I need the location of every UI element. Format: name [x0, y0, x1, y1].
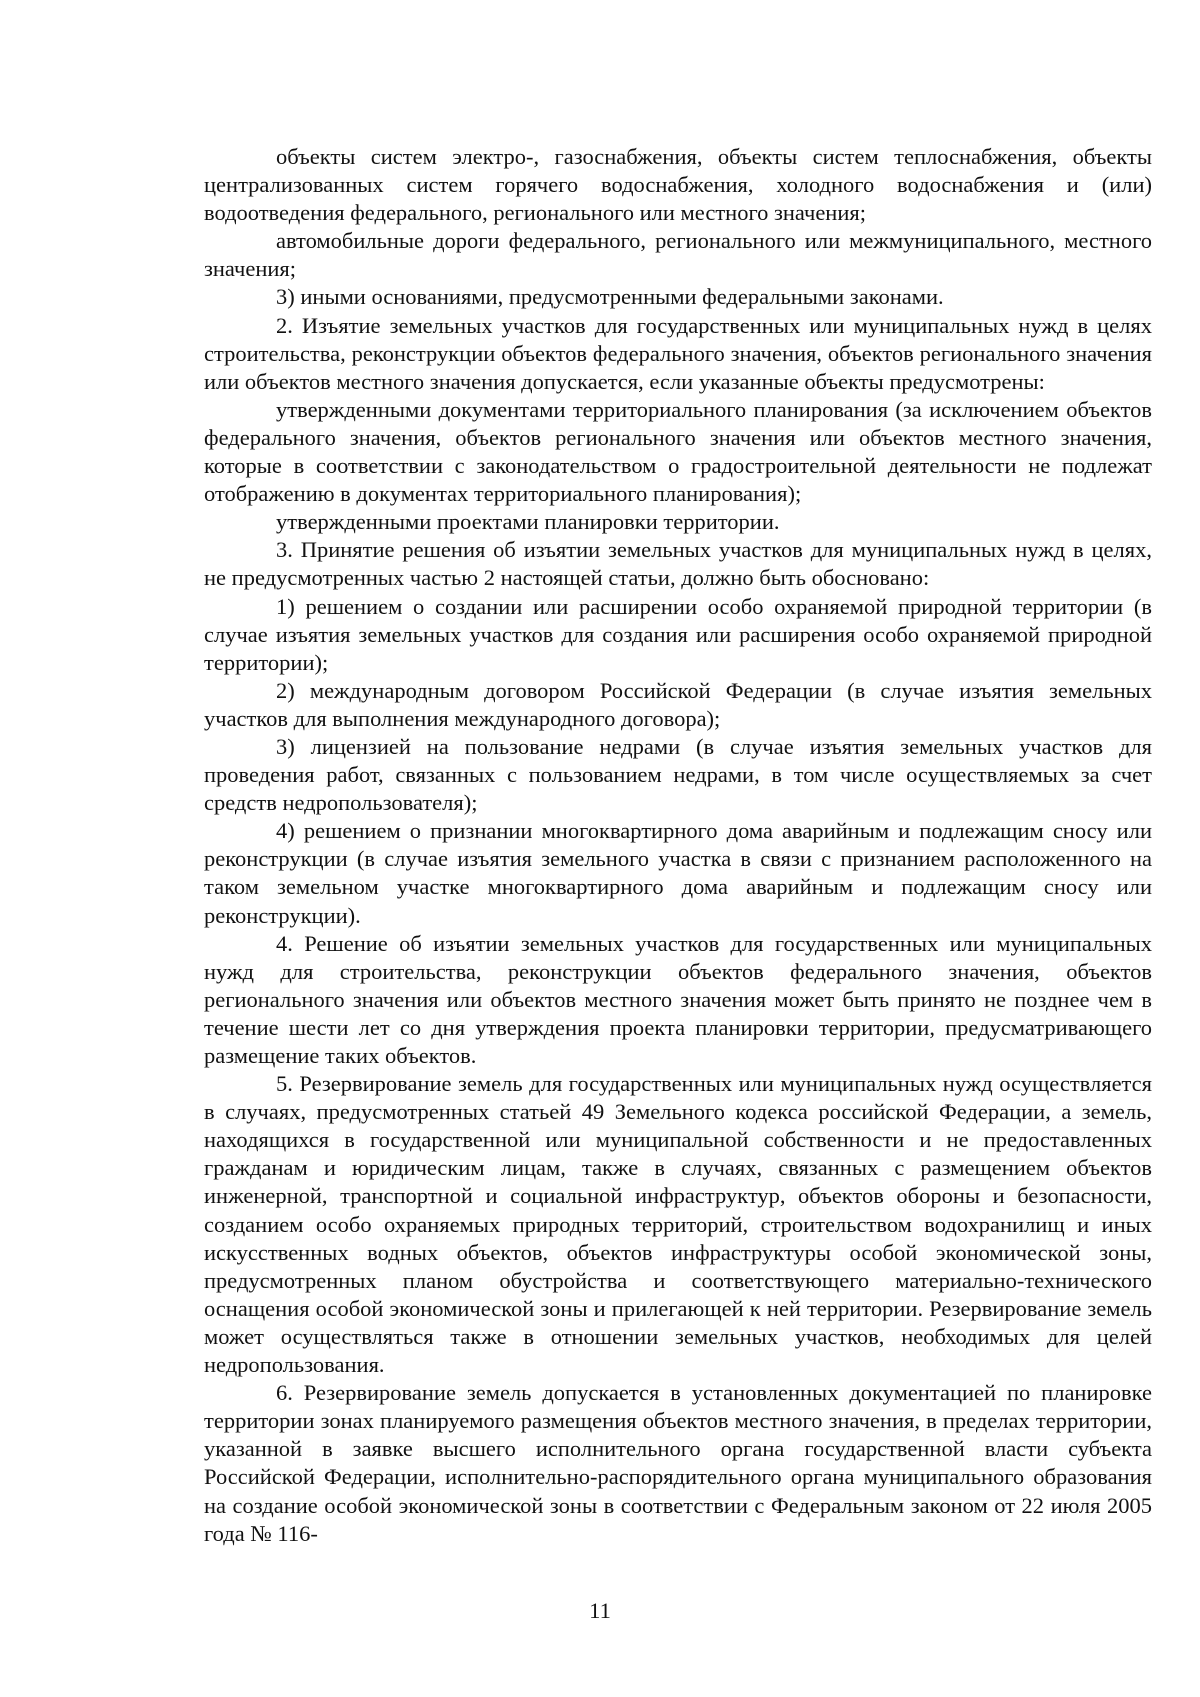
paragraph: 3. Принятие решения об изъятии земельных участков для муниципальных нужд в целях, не предусмотренных частью 2 настоящей статьи, должно быть обосновано:	[204, 537, 1152, 591]
paragraph: 1) решением о создании или расширении особо охраняемой природной территории (в случае изъятия земельных участков для создания или расширения особо охраняемой природной территории);	[204, 593, 1152, 675]
paragraph: 4) решением о признании многоквартирного дома аварийным и подлежащим сносу или реконструкции (в случае изъятия земельного участка в связи с признанием расположенного на таком земельном участке многоквартирного дома аварийным и подлежащим сносу или реконструкции).	[204, 818, 1152, 928]
paragraph: 3) лицензией на пользование недрами (в случае изъятия земельных участков для проведения работ, связанных с пользованием недрами, в том числе осуществляемых за счет средств недропользователя);	[204, 733, 1152, 816]
paragraph: утвержденными документами территориального планирования (за исключением объектов федерального значения, объектов регионального значения или объектов местного значения, которые в соответствии с законодательством о градостроительной деятельности не подлежат отображению в документах территориального планирования);	[204, 396, 1152, 507]
paragraph: 3) иными основаниями, предусмотренными федеральными законами.	[276, 284, 944, 310]
paragraph: объекты систем электро-, газоснабжения, объекты систем теплоснабжения, объекты централизованных систем горячего водоснабжения, холодного водоснабжения и (или) водоотведения федерального, регионального или местного значения;	[204, 144, 1152, 226]
paragraph: 2. Изъятие земельных участков для государственных или муниципальных нужд в целях строительства, реконструкции объектов федерального значения, объектов регионального значения или объектов местного значения допускается, если указанные объекты предусмотрены:	[204, 312, 1152, 394]
paragraph: утвержденными проектами планировки территории.	[276, 509, 780, 535]
paragraph: автомобильные дороги федерального, регионального или межмуниципального, местного значения;	[204, 228, 1152, 282]
paragraph: 6. Резервирование земель допускается в установленных документацией по планировке территории зонах планируемого размещения объектов местного значения, в пределах территории, указанной в заявке высшего исполнительного органа государственной власти субъекта Российской Федерации, исполнительно-распорядительного органа муниципального образования на создание особой экономической зоны в соответствии с Федеральным законом от 22 июля 2005 года № 116-	[204, 1380, 1152, 1546]
paragraph: 2) международным договором Российской Федерации (в случае изъятия земельных участков для выполнения международного договора);	[204, 677, 1152, 731]
page-number: 11	[589, 1598, 611, 1623]
paragraph: 5. Резервирование земель для государственных или муниципальных нужд осуществляется в случаях, предусмотренных статьей 49 Земельного кодекса российской Федерации, а земель, находящихся в государственной или муниципальной собственности и не предоставленных гражданам и юридическим лицам, также в случаях, связанных с размещением объектов инженерной, транспортной и социальной инфраструктур, объектов обороны и безопасности, созданием особо охраняемых природных территорий, строительством водохранилищ и иных искусственных водных объектов, объектов инфраструктуры особой экономической зоны, предусмотренных планом обустройства и соответствующего материально-технического оснащения особой экономической зоны и прилегающей к ней территории. Резервирование земель может осуществляться также в отношении земельных участков, необходимых для целей недропользования.	[204, 1071, 1152, 1378]
document-body	[204, 143, 1152, 1548]
paragraph: 4. Решение об изъятии земельных участков для государственных или муниципальных нужд для строительства, реконструкции объектов федерального значения, объектов регионального значения или объектов местного значения может быть принято не позднее чем в течение шести лет со дня утверждения проекта планировки территории, предусматривающего размещение таких объектов.	[204, 930, 1152, 1068]
